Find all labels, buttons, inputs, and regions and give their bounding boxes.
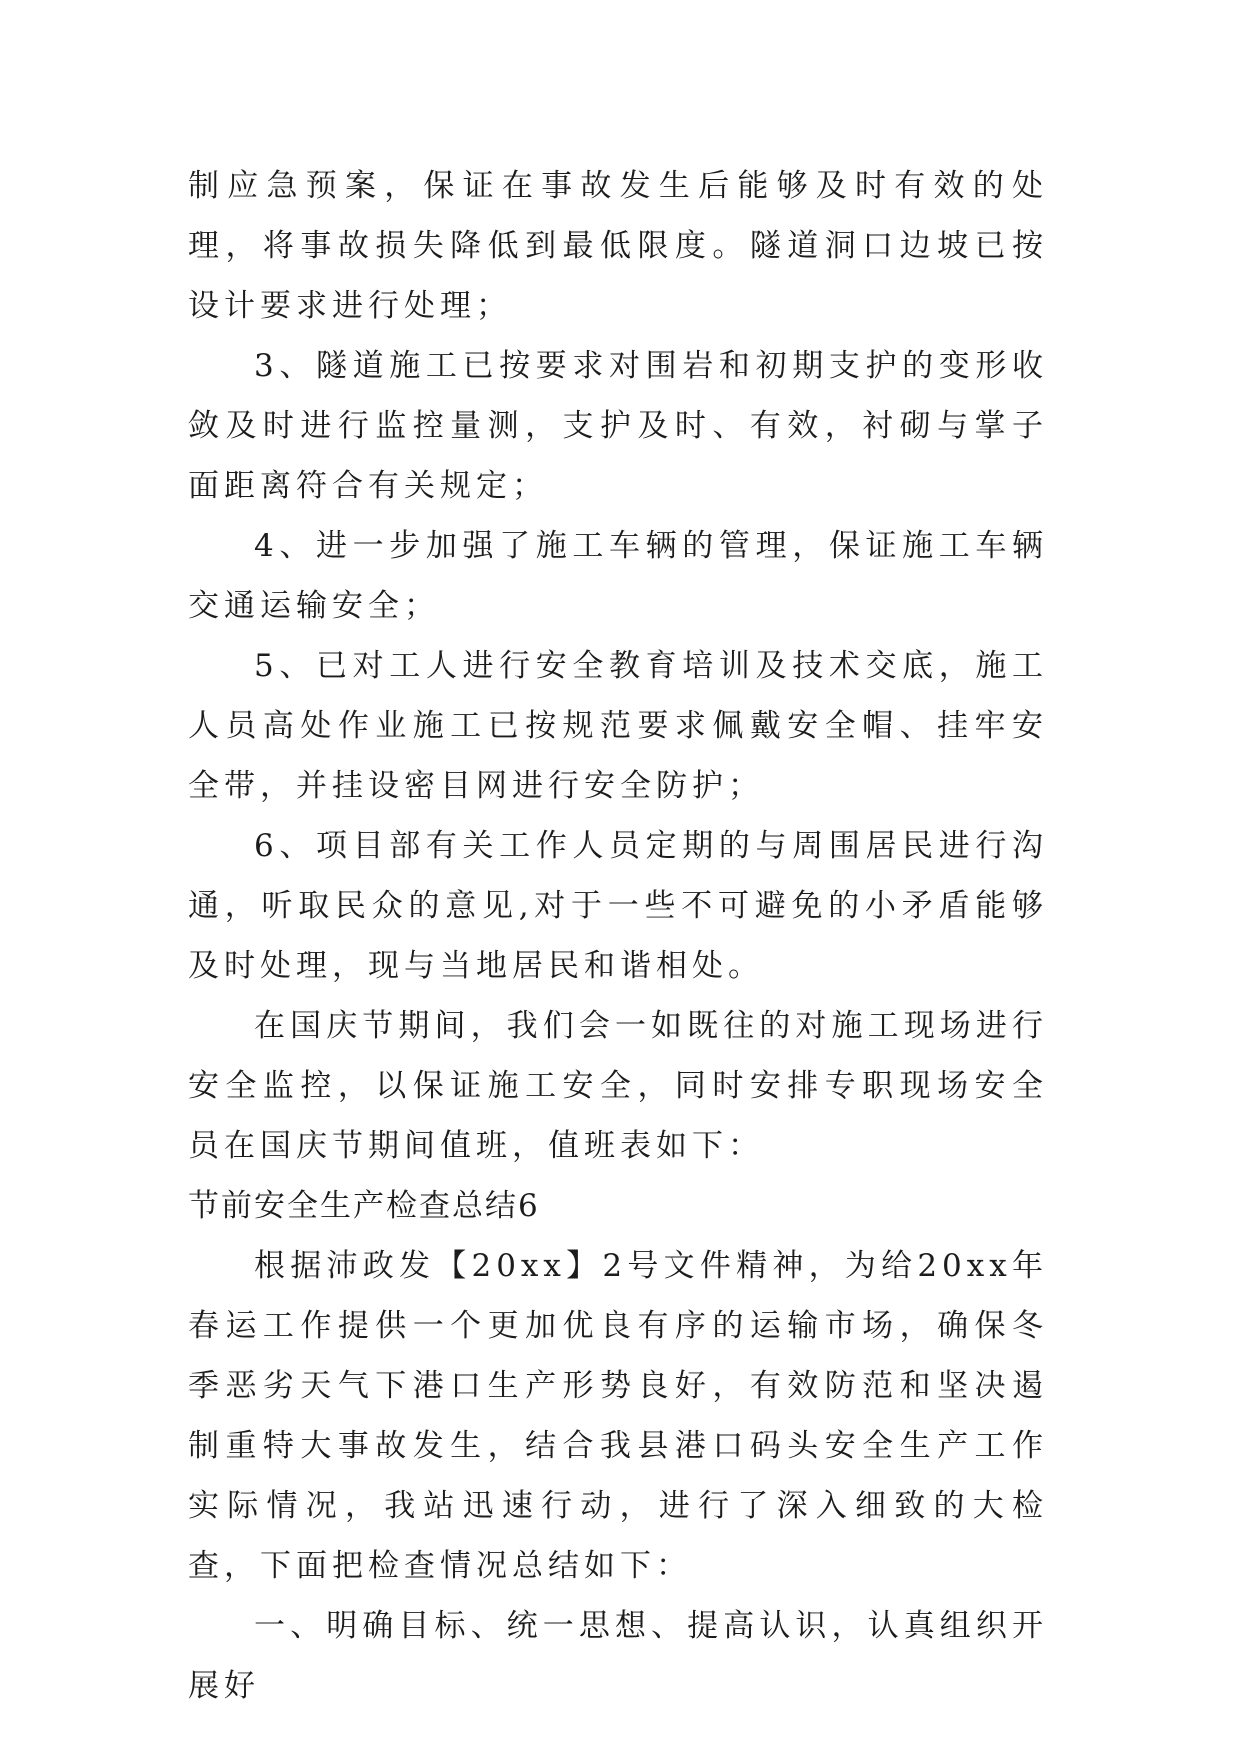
paragraph-item-5: 5、已对工人进行安全教育培训及技术交底，施工人员高处作业施工已按规范要求佩戴安全帽、挂牢安全带，并挂设密目网进行安全防护； (188, 648, 1048, 804)
paragraph-intro: 根据沛政发【20xx】2号文件精神，为给20xx年春运工作提供一个更加优良有序的运输市场，确保冬季恶劣天气下港口生产形势良好，有效防范和坚决遏制重特大事故发生，结合我县港口码头安全生产工作实际情况，我站迅速行动，进行了深入细致的大检查，下面把检查情况总结如下： (188, 1248, 1048, 1584)
paragraph-item-3: 3、隧道施工已按要求对围岩和初期支护的变形收敛及时进行监控量测，支护及时、有效，衬砌与掌子面距离符合有关规定； (188, 348, 1048, 504)
paragraph-continuation: 制应急预案，保证在事故发生后能够及时有效的处理，将事故损失降低到最低限度。隧道洞口边坡已按设计要求进行处理； (188, 168, 1048, 324)
paragraph-holiday-duty: 在国庆节期间，我们会一如既往的对施工现场进行安全监控，以保证施工安全，同时安排专职现场安全员在国庆节期间值班，值班表如下： (188, 1008, 1048, 1164)
section-heading: 节前安全生产检查总结6 (188, 1188, 540, 1224)
paragraph-section-1: 一、明确目标、统一思想、提高认识，认真组织开展好 (188, 1608, 1048, 1704)
document-body (188, 156, 1048, 1716)
paragraph-item-4: 4、进一步加强了施工车辆的管理，保证施工车辆交通运输安全； (188, 528, 1048, 624)
paragraph-item-6: 6、项目部有关工作人员定期的与周围居民进行沟通，听取民众的意见,对于一些不可避免的小矛盾能够及时处理，现与当地居民和谐相处。 (188, 828, 1048, 984)
